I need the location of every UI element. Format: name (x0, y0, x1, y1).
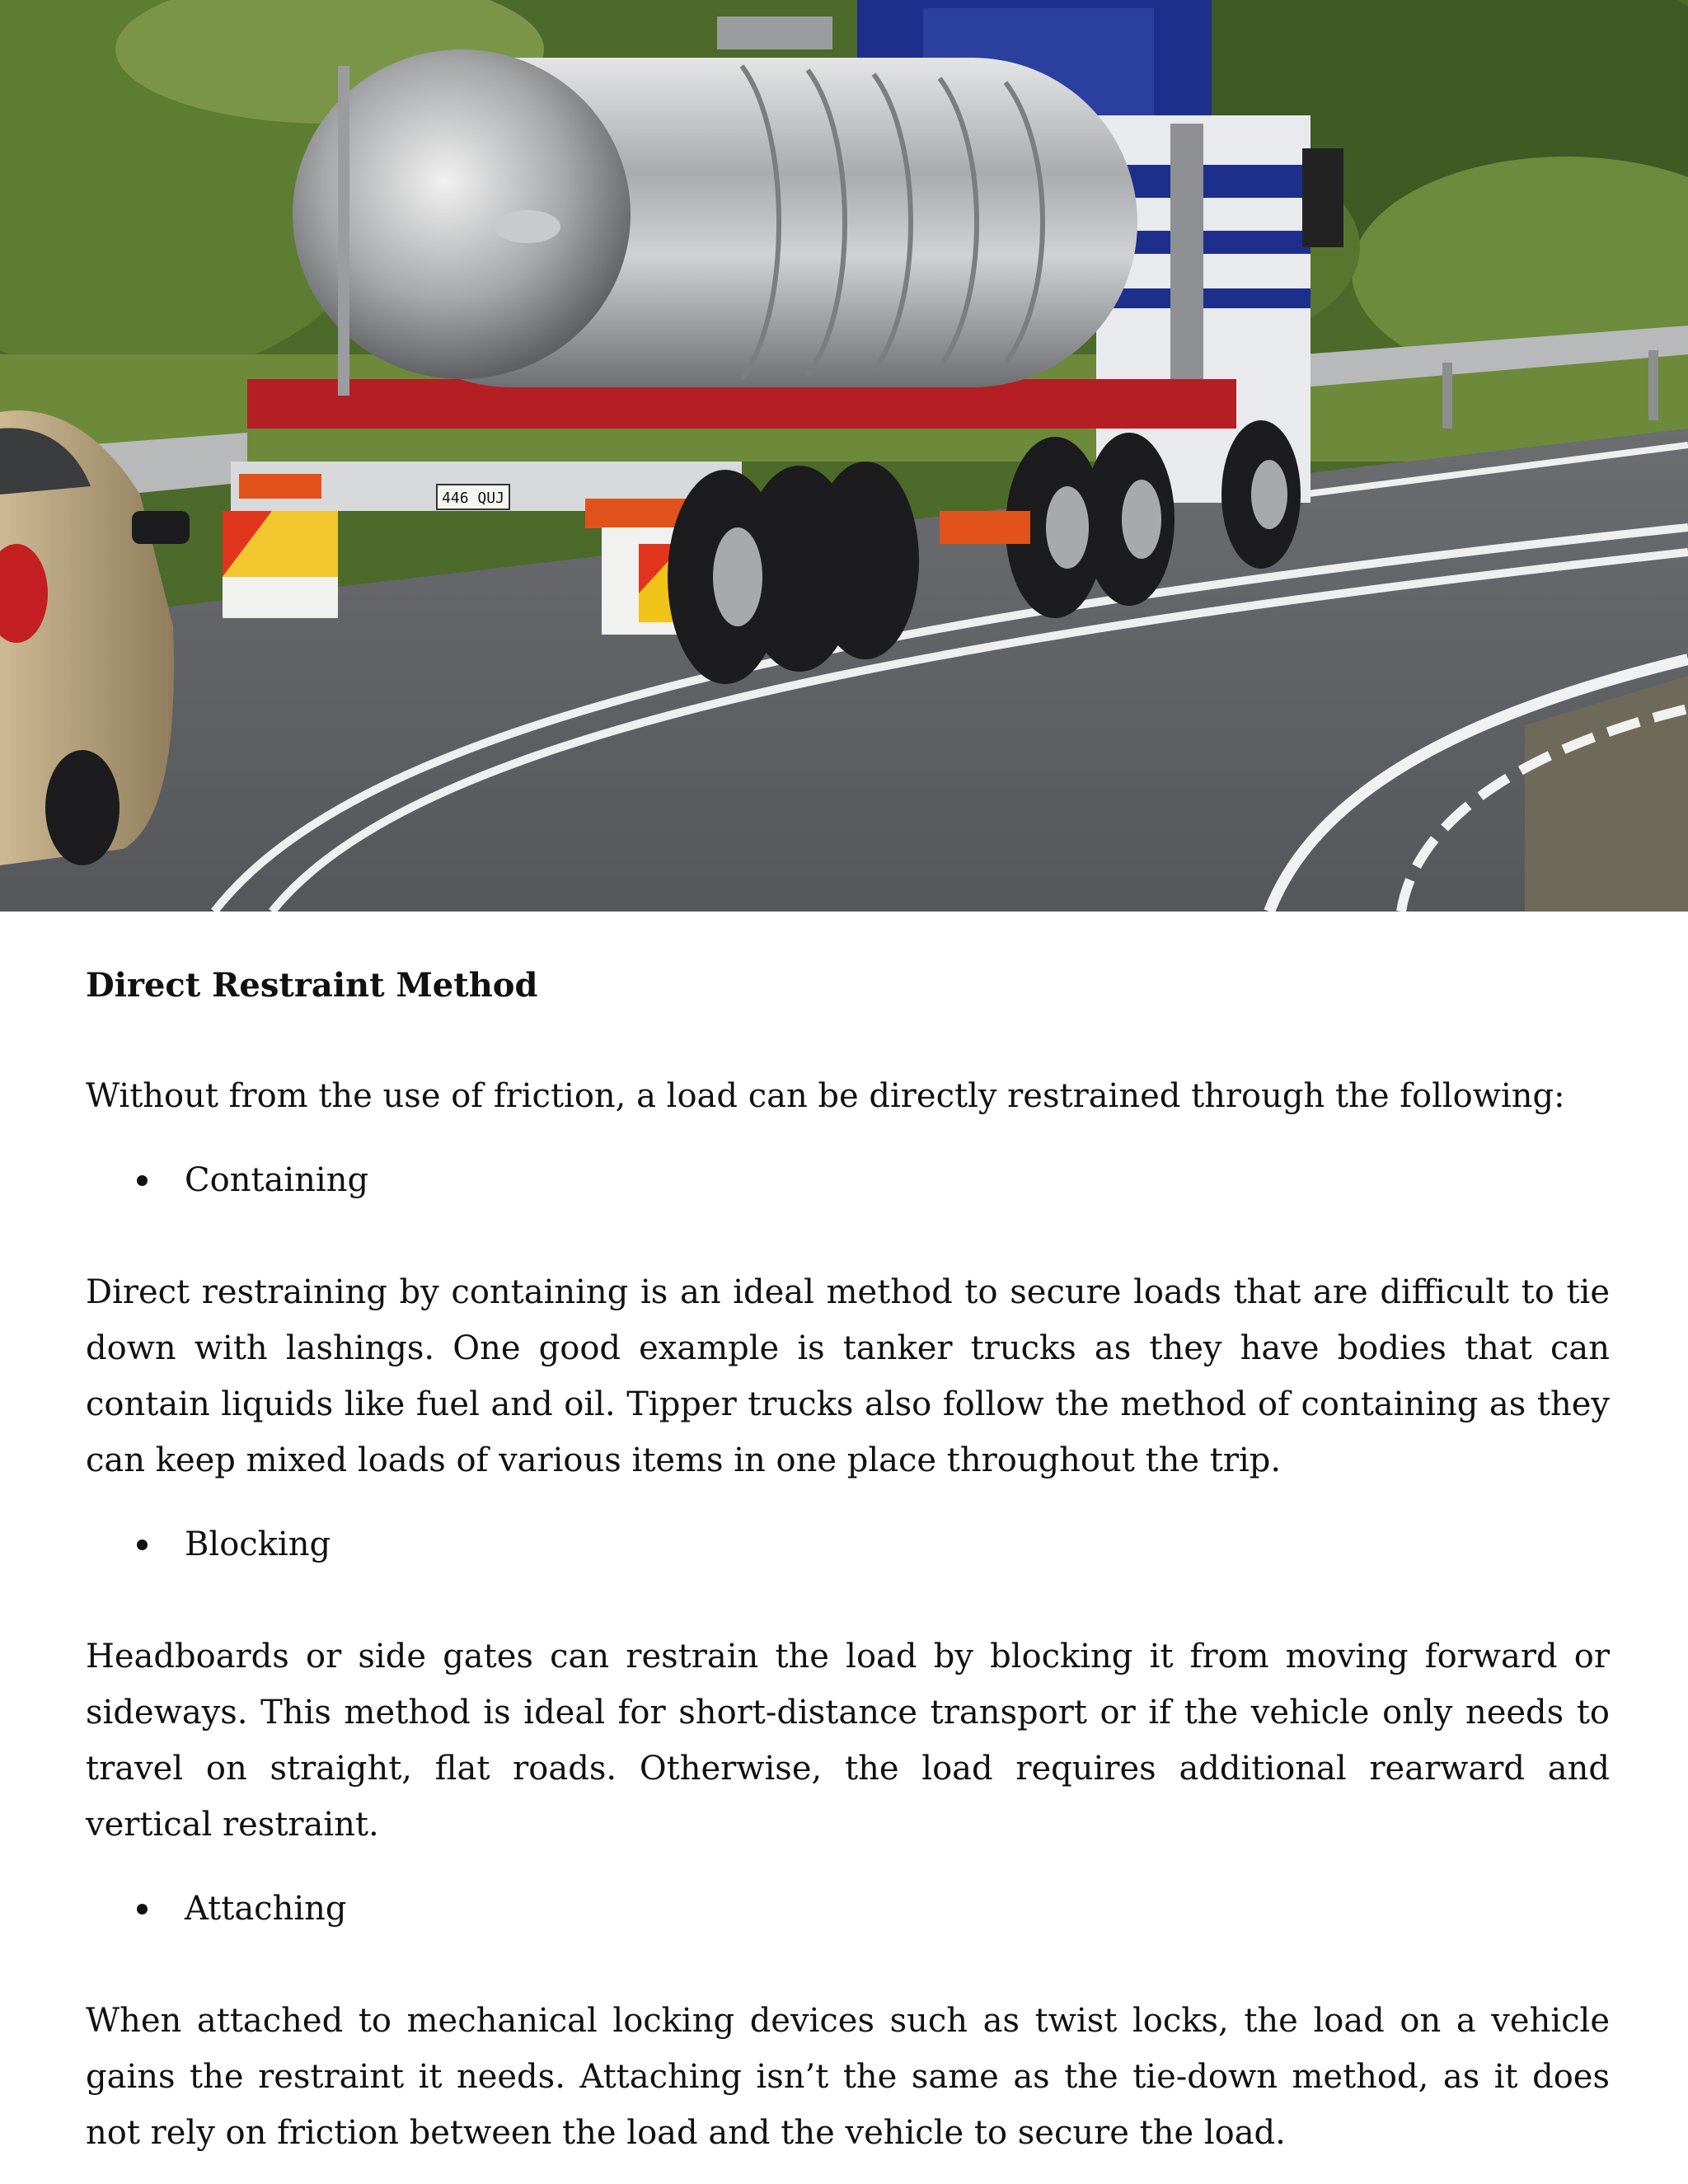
bullet-blocking (86, 1516, 1610, 1572)
tanker-truck-photo (0, 0, 1688, 912)
plate-text: 446 QUJ (442, 490, 504, 507)
attaching-paragraph: When attached to mechanical locking devices such as twist locks, the load on a vehicle gains the restraint it needs. Attaching isn’t the same as the tie-down method, as it does not rely on friction between the load and the vehicle to secure the load. (86, 2002, 1610, 2152)
bullet-attaching (86, 1881, 1610, 1937)
bullet-label: Attaching (185, 1890, 347, 1928)
article-body (0, 959, 1688, 2161)
bullet-containing (86, 1152, 1610, 1208)
containing-paragraph: Direct restraining by containing is an ideal method to secure loads that are difficult to tie down with lashings. One good example is tanker trucks as they have bodies that can contain liquids like fuel and oil. Tipper trucks also follow the method of containing as they can keep mixed loads of various items in one place throughout the trip. (86, 1273, 1610, 1479)
bullet-dot-icon (137, 1175, 148, 1186)
bullet-label: Blocking (185, 1526, 331, 1563)
bullet-dot-icon (137, 1540, 148, 1550)
bullet-dot-icon (137, 1904, 148, 1915)
intro-paragraph: Without from the use of friction, a load can be directly restrained through the following: (86, 1077, 1565, 1115)
blocking-paragraph: Headboards or side gates can restrain the load by blocking it from moving forward or sideways. This method is ideal for short-distance transport or if the vehicle only needs to travel on straight, flat roads. Otherwise, the load requires additional rearward and vertical restraint. (86, 1638, 1610, 1844)
article-heading: Direct Restraint Method (86, 966, 538, 1005)
bullet-label: Containing (185, 1161, 369, 1199)
hero-photo (0, 0, 1688, 912)
